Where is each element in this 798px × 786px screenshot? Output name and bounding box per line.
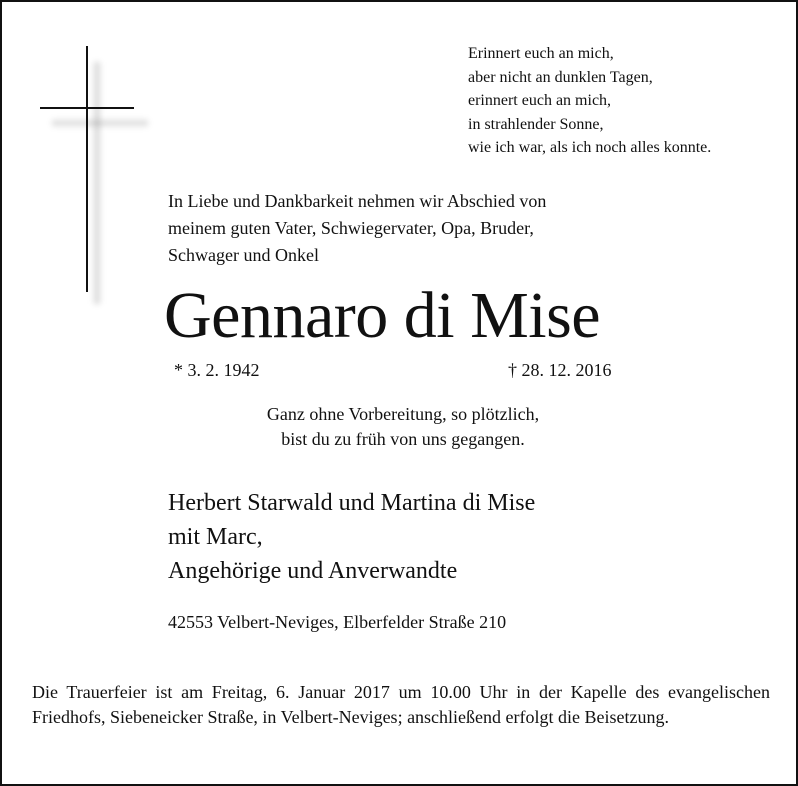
family-line: Herbert Starwald und Martina di Mise [168,490,536,516]
intro-line: In Liebe und Dankbarkeit nehmen wir Abschied von [168,191,547,211]
poem-line: Erinnert euch an mich, [468,45,614,62]
family-line: mit Marc, [168,524,263,550]
verse-line: Ganz ohne Vorbereitung, so plötzlich, [266,404,540,424]
poem-line: aber nicht an dunklen Tagen, [468,68,653,86]
deceased-name: Gennaro di Mise [164,279,601,352]
death-date: † 28. 12. 2016 [508,360,612,380]
poem [468,42,711,160]
family-signature [168,486,535,588]
poem-line: in strahlender Sonne, [468,115,604,133]
family-line: Angehörige und Anverwandte [168,558,458,584]
intro-line: Schwager und Onkel [168,245,319,265]
cross-icon [40,46,136,296]
verse-line: bist du zu früh von uns gegangen. [281,429,525,449]
poem-line: wie ich war, als ich noch alles konnte. [468,139,712,156]
birth-date: * 3. 2. 1942 [174,360,260,380]
intro-text [168,188,636,269]
verse [168,402,638,452]
poem-line: erinnert euch an mich, [468,92,612,109]
funeral-service-info: Die Trauerfeier ist am Freitag, 6. Januar 2017 um 10.00 Uhr in der Kapelle des evangelischen Friedhofs, Siebeneicker Straße, in Velbert-Neviges; anschließend erfolgt die Beisetzung. [32,682,770,727]
address: 42553 Velbert-Neviges, Elberfelder Straße 210 [168,612,507,632]
intro-line: meinem guten Vater, Schwiegervater, Opa, Bruder, [168,218,534,238]
